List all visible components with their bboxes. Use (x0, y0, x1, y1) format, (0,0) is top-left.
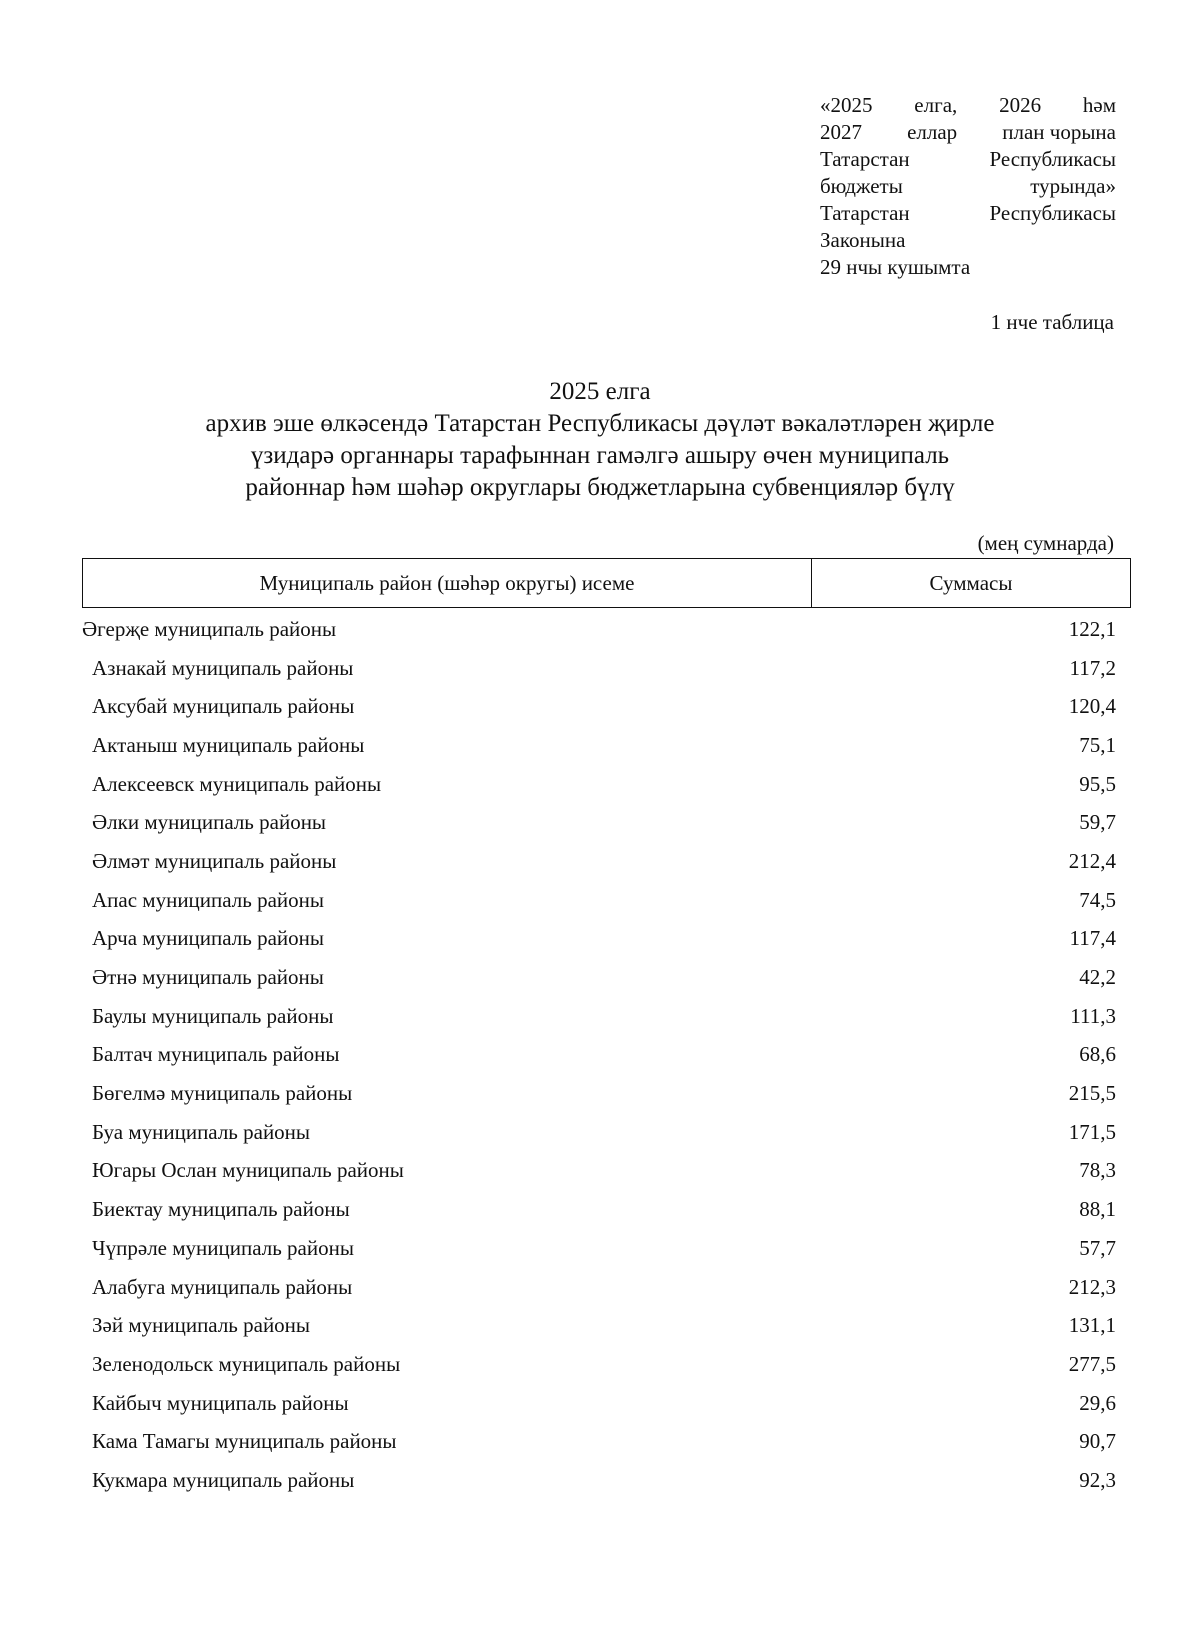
header-line (820, 227, 1116, 254)
header-word: бюджеты (820, 174, 903, 198)
title-line-4: районнар һәм шәһәр округлары бюджетларына субвенцияләр бүлү (245, 474, 955, 501)
district-amount: 59,7 (1079, 810, 1116, 835)
district-name: Кайбыч муниципаль районы (92, 1390, 349, 1415)
header-word: 2027 (820, 120, 862, 144)
header-line (820, 200, 1116, 227)
table-number: 1 нче таблица (990, 310, 1114, 334)
table-row (82, 958, 1116, 997)
document-title (0, 376, 1200, 504)
table-row (82, 842, 1116, 881)
header-line (820, 173, 1116, 200)
district-amount: 88,1 (1079, 1197, 1116, 1222)
table-row (82, 1229, 1116, 1268)
table-row (82, 881, 1116, 920)
district-amount: 42,2 (1079, 965, 1116, 990)
table-row (82, 726, 1116, 765)
header-word: Республикасы (989, 201, 1116, 225)
title-line-2: архив эше өлкәсендә Татарстан Республикасы дәүләт вәкаләтләрен җирле (205, 410, 995, 437)
table-row (82, 1345, 1116, 1384)
table-row (82, 1190, 1116, 1229)
district-amount: 68,6 (1079, 1042, 1116, 1067)
district-amount: 215,5 (1068, 1081, 1116, 1106)
table-row (82, 997, 1116, 1036)
header-line (820, 119, 1116, 146)
district-name: Әлмәт муниципаль районы (92, 848, 337, 873)
table-row (82, 610, 1116, 649)
district-name: Баулы муниципаль районы (92, 1003, 334, 1028)
table-row (82, 1461, 1116, 1500)
district-name: Биектау муниципаль районы (92, 1197, 350, 1222)
header-word: еллар (907, 120, 958, 144)
district-name: Балтач муниципаль районы (92, 1042, 340, 1067)
district-name: Кама Тамагы муниципаль районы (92, 1429, 397, 1454)
title-line-3: үзидарә органнары тарафыннан гамәлгә ашыру өчен муниципаль (250, 442, 950, 469)
district-name: Әгерҗе муниципаль районы (82, 616, 337, 641)
district-name: Арча муниципаль районы (92, 926, 324, 951)
column-header-name: Муниципаль район (шәһәр округы) исеме (83, 559, 812, 607)
district-amount: 111,3 (1070, 1003, 1116, 1028)
header-word: 2026 (999, 93, 1042, 117)
table-row (82, 649, 1116, 688)
table-row (82, 687, 1116, 726)
table-row (82, 1074, 1116, 1113)
header-line (820, 254, 1116, 281)
district-name: Югары Ослан муниципаль районы (92, 1158, 404, 1183)
district-name: Буа муниципаль районы (92, 1119, 311, 1144)
units-note: (мең сумнарда) (977, 531, 1114, 555)
table-body (82, 610, 1116, 1500)
district-name: Әлки муниципаль районы (92, 810, 327, 835)
district-name: Алабуга муниципаль районы (92, 1274, 353, 1299)
appendix-header (820, 92, 1116, 281)
district-name: Актаныш муниципаль районы (92, 732, 365, 757)
district-amount: 117,2 (1069, 655, 1116, 680)
table-row (82, 1113, 1116, 1152)
table-row (82, 1036, 1116, 1075)
district-amount: 95,5 (1079, 771, 1116, 796)
district-amount: 122,1 (1068, 616, 1116, 641)
table-row (82, 803, 1116, 842)
district-name: Алексеевск муниципаль районы (92, 771, 382, 796)
district-name: Азнакай муниципаль районы (92, 655, 354, 680)
district-amount: 171,5 (1068, 1119, 1116, 1144)
district-amount: 120,4 (1068, 694, 1116, 719)
district-amount: 277,5 (1068, 1351, 1116, 1376)
table-header (82, 558, 1131, 608)
header-word: Законына (820, 228, 906, 252)
header-word: 29 нчы кушымта (820, 255, 971, 279)
district-amount: 29,6 (1079, 1390, 1116, 1415)
table-row (82, 1306, 1116, 1345)
header-word: «2025 (820, 93, 873, 117)
header-word: елга, (914, 93, 958, 117)
district-amount: 212,4 (1068, 848, 1116, 873)
district-amount: 74,5 (1079, 887, 1116, 912)
district-name: Кукмара муниципаль районы (92, 1467, 355, 1492)
title-line-1: 2025 елга (549, 378, 651, 405)
district-amount: 57,7 (1079, 1235, 1116, 1260)
column-header-sum: Суммасы (929, 570, 1013, 595)
district-name: Бөгелмә муниципаль районы (92, 1081, 353, 1106)
district-name: Зәй муниципаль районы (92, 1313, 311, 1338)
header-word: Татарстан (820, 201, 910, 225)
district-amount: 212,3 (1068, 1274, 1116, 1299)
header-word: план чорына (1002, 120, 1116, 144)
table-row (82, 1152, 1116, 1191)
district-name: Аксубай муниципаль районы (92, 694, 355, 719)
header-line (820, 146, 1116, 173)
district-name: Зеленодольск муниципаль районы (92, 1351, 401, 1376)
district-amount: 131,1 (1068, 1313, 1116, 1338)
header-line (820, 92, 1116, 119)
header-word: Татарстан (820, 147, 910, 171)
district-name: Чүпрәле муниципаль районы (92, 1235, 354, 1260)
table-row (82, 1384, 1116, 1423)
district-amount: 78,3 (1079, 1158, 1116, 1183)
header-word: һәм (1082, 93, 1116, 117)
table-row (82, 765, 1116, 804)
district-name: Апас муниципаль районы (92, 887, 324, 912)
district-amount: 117,4 (1069, 926, 1116, 951)
header-word: Республикасы (989, 147, 1116, 171)
district-name: Әтнә муниципаль районы (92, 965, 324, 990)
header-word: турында» (1030, 174, 1116, 198)
table-row (82, 1422, 1116, 1461)
district-amount: 90,7 (1079, 1429, 1116, 1454)
table-row (82, 920, 1116, 959)
table-row (82, 1268, 1116, 1307)
district-amount: 92,3 (1079, 1467, 1116, 1492)
district-amount: 75,1 (1079, 732, 1116, 757)
